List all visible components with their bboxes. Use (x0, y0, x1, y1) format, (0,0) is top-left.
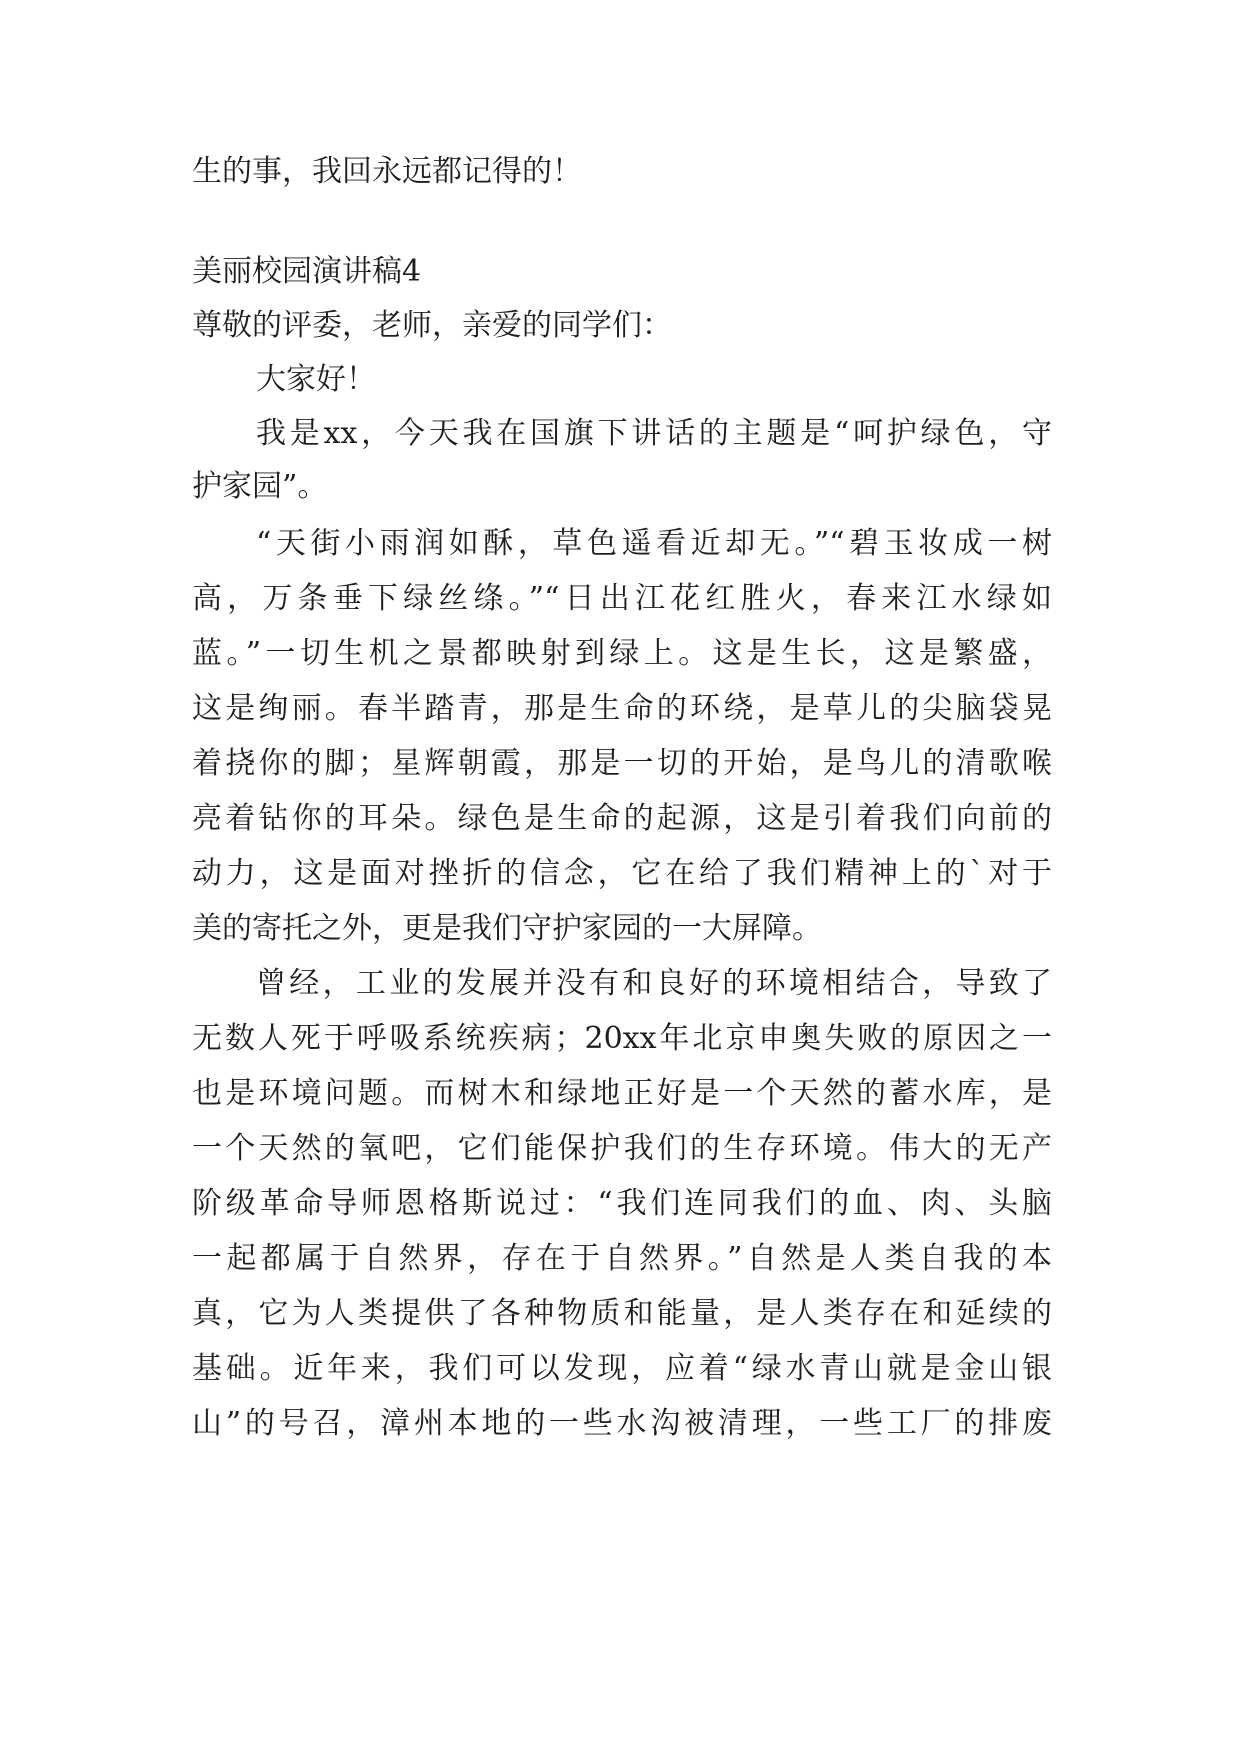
paragraph-line: 一个天然的氧吧，它们能保护我们的生存环境。伟大的无产 (192, 1131, 1052, 1166)
paragraph-line: 也是环境问题。而树木和绿地正好是一个天然的蓄水库，是 (192, 1076, 1052, 1111)
paragraph-line: 无数人死于呼吸系统疾病；20xx年北京申奥失败的原因之一 (192, 1021, 1052, 1056)
paragraph-line: 着挠你的脚；星辉朝霞，那是一切的开始，是鸟儿的清歌喉 (192, 746, 1052, 781)
continuation-text: 生的事，我回永远都记得的！ (192, 154, 582, 189)
greeting: 大家好！ (256, 362, 376, 397)
paragraph-line: 我是xx，今天我在国旗下讲话的主题是“呵护绿色，守 (256, 416, 1052, 451)
paragraph-line: 一起都属于自然界，存在于自然界。”自然是人类自我的本 (192, 1241, 1052, 1276)
paragraph-line: 山”的号召，漳州本地的一些水沟被清理，一些工厂的排废 (192, 1406, 1052, 1441)
paragraph-line: “天街小雨润如酥，草色遥看近却无。”“碧玉妆成一树 (256, 526, 1052, 561)
speech-title: 美丽校园演讲稿4 (192, 254, 422, 289)
paragraph-line: 曾经，工业的发展并没有和良好的环境相结合，导致了 (256, 966, 1052, 1001)
paragraph-line: 护家园”。 (192, 469, 328, 504)
salutation: 尊敬的评委，老师，亲爱的同学们： (192, 308, 672, 343)
paragraph-line: 蓝。”一切生机之景都映射到绿上。这是生长，这是繁盛， (192, 636, 1052, 671)
paragraph-line: 基础。近年来，我们可以发现，应着“绿水青山就是金山银 (192, 1351, 1052, 1386)
paragraph-line: 阶级革命导师恩格斯说过：“我们连同我们的血、肉、头脑 (192, 1186, 1052, 1221)
paragraph-line: 真，它为人类提供了各种物质和能量，是人类存在和延续的 (192, 1296, 1052, 1331)
paragraph-line: 美的寄托之外，更是我们守护家园的一大屏障。 (192, 911, 822, 946)
paragraph-line: 亮着钻你的耳朵。绿色是生命的起源，这是引着我们向前的 (192, 801, 1052, 836)
paragraph-line: 动力，这是面对挫折的信念，它在给了我们精神上的`对于 (192, 856, 1052, 891)
paragraph-line: 这是绚丽。春半踏青，那是生命的环绕，是草儿的尖脑袋晃 (192, 691, 1052, 726)
paragraph-line: 高，万条垂下绿丝绦。”“日出江花红胜火，春来江水绿如 (192, 581, 1052, 616)
